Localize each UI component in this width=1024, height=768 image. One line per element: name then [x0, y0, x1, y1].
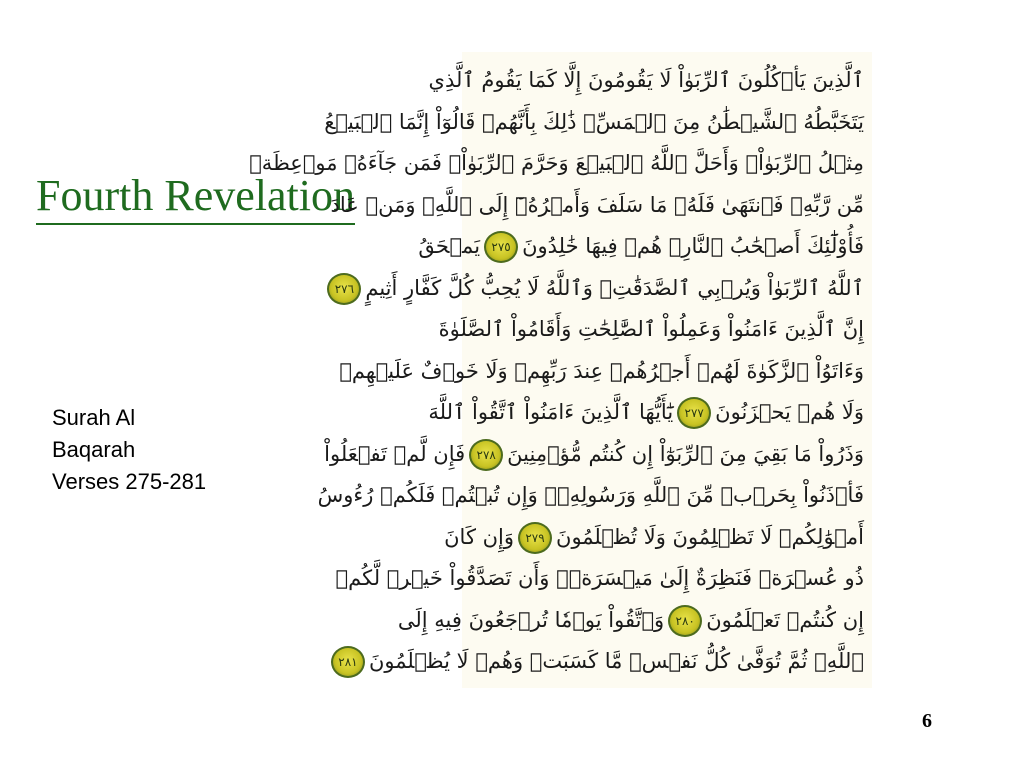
verse-text: إِنَّ ٱلَّذِينَ ءَامَنُواْ وَعَمِلُواْ ٱلصَّٰلِحَٰتِ وَأَقَامُواْ ٱلصَّلَوٰةَ	[438, 317, 864, 341]
quran-text-image	[249, 52, 872, 688]
verse-line	[330, 185, 872, 225]
verse-line	[339, 351, 872, 391]
verse-line	[317, 475, 872, 515]
surah-reference-line-2: Baqarah	[52, 437, 136, 462]
verse-line	[418, 226, 872, 266]
verse-line	[428, 392, 872, 432]
verse-line	[334, 268, 872, 308]
verse-number-marker-icon: ٢٧٦	[327, 273, 361, 305]
verse-text: مِثۡلُ ٱلرِّبَوٰاْۗ وَأَحَلَّ ٱللَّهُ ٱلۡبَيۡعَ وَحَرَّمَ ٱلرِّبَوٰاْۚ فَمَن جَآءَهُۥ مَوۡعِظَةٞ	[249, 151, 864, 175]
verse-text: وَلَا هُمۡ يَحۡزَنُونَ	[715, 400, 864, 424]
verse-text: ٱللَّهِۖ ثُمَّ تُوَفَّىٰ كُلُّ نَفۡسٖ مَّا كَسَبَتۡ وَهُمۡ لَا يُظۡلَمُونَ	[368, 649, 864, 673]
verse-text: فَأُوْلَٰٓئِكَ أَصۡحَٰبُ ٱلنَّارِۖ هُمۡ فِيهَا خَٰلِدُونَ	[522, 234, 864, 258]
verse-number-marker-icon: ٢٧٧	[677, 397, 711, 429]
verse-line	[324, 434, 872, 474]
verse-number-marker-icon: ٢٧٥	[484, 231, 518, 263]
verse-text: وَذَرُواْ مَا بَقِيَ مِنَ ٱلرِّبَوٰٓاْ إِن كُنتُم مُّؤۡمِنِينَ	[507, 441, 864, 466]
verse-text: يَتَخَبَّطُهُ ٱلشَّيۡطَٰنُ مِنَ ٱلۡمَسِّۚ ذَٰلِكَ بِأَنَّهُمۡ قَالُوٓاْ إِنَّمَا ٱلۡبَيۡعُ	[324, 109, 864, 134]
verse-text-continuation: فَإِن لَّمۡ تَفۡعَلُواْ	[324, 441, 466, 466]
surah-reference-line-1: Surah Al	[52, 405, 136, 430]
verse-text: ٱللَّهُ ٱلرِّبَوٰاْ وَيُرۡبِي ٱلصَّدَقَٰتِۗ وَٱللَّهُ لَا يُحِبُّ كُلَّ كَفَّارٍ أَثِيمٍ	[365, 275, 864, 300]
verse-line	[428, 60, 872, 100]
verse-line	[335, 558, 872, 598]
verse-line	[444, 517, 872, 557]
verse-text: ذُو عُسۡرَةٖ فَنَظِرَةٌ إِلَىٰ مَيۡسَرَةٖۚ وَأَن تَصَدَّقُواْ خَيۡرٞ لَّكُمۡ	[335, 566, 864, 590]
verse-number-marker-icon: ٢٨٠	[668, 605, 702, 637]
verse-number-marker-icon: ٢٨١	[331, 646, 365, 678]
verse-line	[438, 309, 872, 349]
verse-text: أَمۡوَٰلِكُمۡ لَا تَظۡلِمُونَ وَلَا تُظۡلَمُونَ	[556, 524, 864, 549]
slide-title: Fourth Revelation	[36, 170, 355, 225]
verse-text: فَأۡذَنُواْ بِحَرۡبٖ مِّنَ ٱللَّهِ وَرَسُولِهِۦۖ وَإِن تُبۡتُمۡ فَلَكُمۡ رُءُوسُ	[317, 483, 864, 507]
verse-line	[397, 600, 872, 640]
verse-text: ٱلَّذِينَ يَأۡكُلُونَ ٱلرِّبَوٰاْ لَا يَقُومُونَ إِلَّا كَمَا يَقُومُ ٱلَّذِي	[428, 68, 864, 92]
page-number: 6	[922, 710, 932, 732]
verse-text-continuation: يَمۡحَقُ	[418, 234, 481, 258]
verse-text: وَءَاتَوُاْ ٱلزَّكَوٰةَ لَهُمۡ أَجۡرُهُمۡ عِندَ رَبِّهِمۡ وَلَا خَوۡفٌ عَلَيۡهِمۡ	[339, 358, 864, 383]
verse-number-marker-icon: ٢٧٨	[469, 439, 503, 471]
verse-line	[324, 102, 872, 142]
verse-line	[338, 641, 872, 681]
verse-text-continuation: وَٱتَّقُواْ يَوۡمٗا تُرۡجَعُونَ فِيهِ إِلَى	[397, 607, 665, 632]
surah-reference	[52, 402, 206, 498]
verse-text-continuation: وَإِن كَانَ	[444, 524, 515, 549]
verse-line	[249, 143, 872, 183]
verse-text-continuation: يَٰٓأَيُّهَا ٱلَّذِينَ ءَامَنُواْ ٱتَّقُواْ ٱللَّهَ	[428, 400, 674, 424]
verse-number-marker-icon: ٢٧٩	[518, 522, 552, 554]
verse-text: مِّن رَّبِّهِۦ فَٱنتَهَىٰ فَلَهُۥ مَا سَلَفَ وَأَمۡرُهُۥٓ إِلَى ٱللَّهِۖ وَمَنۡ عَادَ	[330, 192, 864, 217]
verse-text: إِن كُنتُمۡ تَعۡلَمُونَ	[706, 607, 864, 632]
surah-reference-line-3: Verses 275-281	[52, 469, 207, 494]
